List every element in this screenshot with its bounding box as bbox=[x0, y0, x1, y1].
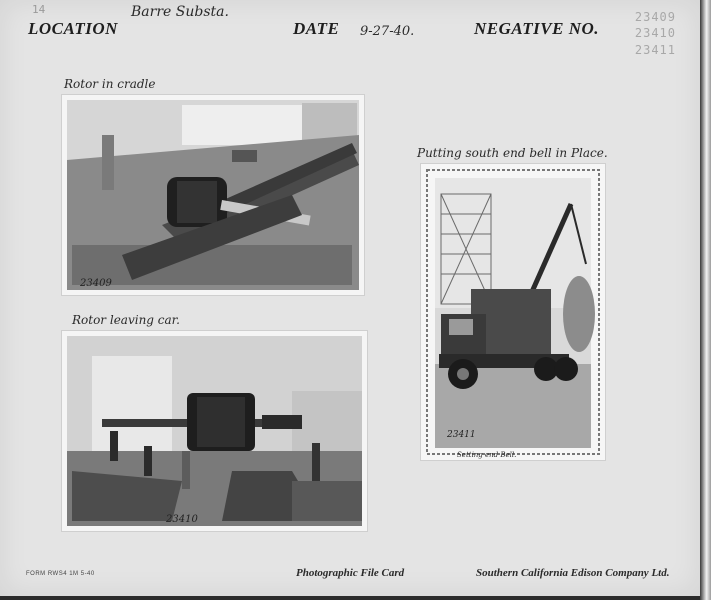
photo-end-bell bbox=[420, 163, 606, 461]
footer-title: Photographic File Card bbox=[296, 567, 405, 579]
location-label: LOCATION bbox=[28, 19, 118, 38]
date-label: DATE bbox=[293, 19, 340, 38]
photo-3-bottom-caption: Setting end Bell. bbox=[457, 451, 517, 459]
photo-3-number: 23411 bbox=[447, 430, 476, 440]
photo-1-number: 23409 bbox=[80, 278, 112, 289]
form-code: FORM RWS4 1M 5-40 bbox=[26, 571, 95, 577]
negative-number-2: 23410 bbox=[634, 26, 676, 40]
photo-rotor-in-cradle bbox=[61, 94, 365, 296]
location-value: Barre Substa. bbox=[131, 4, 229, 20]
photo-1-caption: Rotor in cradle bbox=[64, 77, 156, 91]
scan-edge bbox=[700, 0, 711, 600]
footer-company: Southern California Edison Company Ltd. bbox=[476, 567, 670, 579]
rotor-leaving-image bbox=[62, 331, 367, 531]
photo-3-caption: Putting south end bell in Place. bbox=[417, 146, 608, 160]
negative-number-1: 23409 bbox=[634, 10, 676, 24]
negative-label: NEGATIVE NO. bbox=[474, 19, 600, 38]
negative-number-3: 23411 bbox=[634, 43, 676, 57]
photo-2-caption: Rotor leaving car. bbox=[72, 313, 180, 327]
date-value: 9-27-40. bbox=[360, 24, 415, 39]
photo-2-number: 23410 bbox=[166, 514, 198, 525]
photo-rotor-leaving-car bbox=[61, 330, 368, 532]
rotor-cradle-image bbox=[62, 95, 364, 295]
end-bell-image bbox=[421, 164, 605, 460]
corner-number: 14 bbox=[32, 3, 46, 16]
